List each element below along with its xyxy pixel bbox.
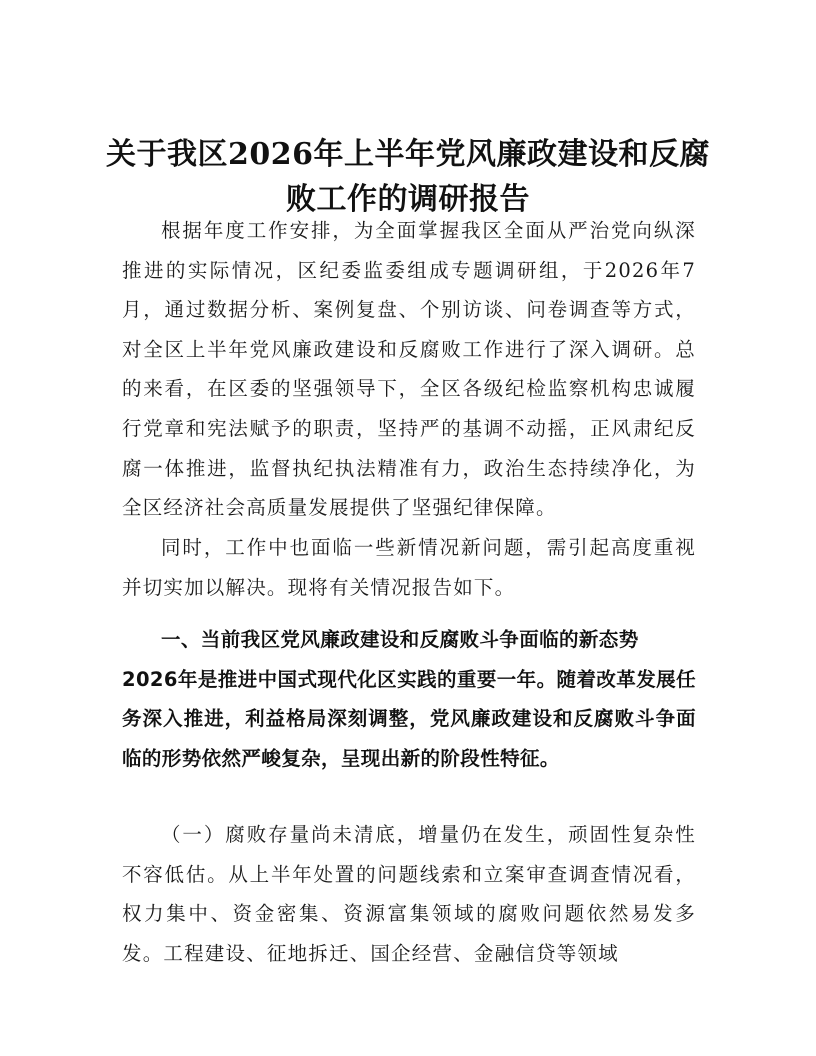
section-intro: 2026年是推进中国式现代化区实践的重要一年。随着改革发展任务深入推进，利益格局深刻调整，党风廉政建设和反腐败斗争面临的形势依然严峻复杂，呈现出新的阶段性特征。 (122, 667, 696, 770)
subsection-one: （一）腐败存量尚未清底，增量仍在发生，顽固性复杂性不容低估。从上半年处置的问题线索和立案审查调查情况看，权力集中、资金密集、资源富集领域的腐败问题依然易发多发。工程建设、征地拆迁、国企经营、金融信贷等领域 (122, 823, 696, 965)
paragraph-transition: 同时，工作中也面临一些新情况新问题，需引起高度重视并切实加以解决。现将有关情况报告如下。 (122, 536, 696, 599)
section-one (122, 620, 696, 778)
paragraph-intro: 根据年度工作安排，为全面掌握我区全面从严治党向纵深推进的实际情况，区纪委监委组成专题调研组，于2026年7月，通过数据分析、案例复盘、个别访谈、问卷调查等方式，对全区上半年党风廉政建设和反腐败工作进行了深入调研。总的来看，在区委的坚强领导下，全区各级纪检监察机构忠诚履行党章和宪法赋予的职责，坚持严的基调不动摇，正风肃纪反腐一体推进，监督执纪执法精准有力，政治生态持续净化，为全区经济社会高质量发展提供了坚强纪律保障。 (122, 219, 696, 520)
document-title: 关于我区2026年上半年党风廉政建设和反腐败工作的调研报告 (106, 137, 710, 218)
section-heading: 一、当前我区党风廉政建设和反腐败斗争面临的新态势 (161, 628, 639, 651)
